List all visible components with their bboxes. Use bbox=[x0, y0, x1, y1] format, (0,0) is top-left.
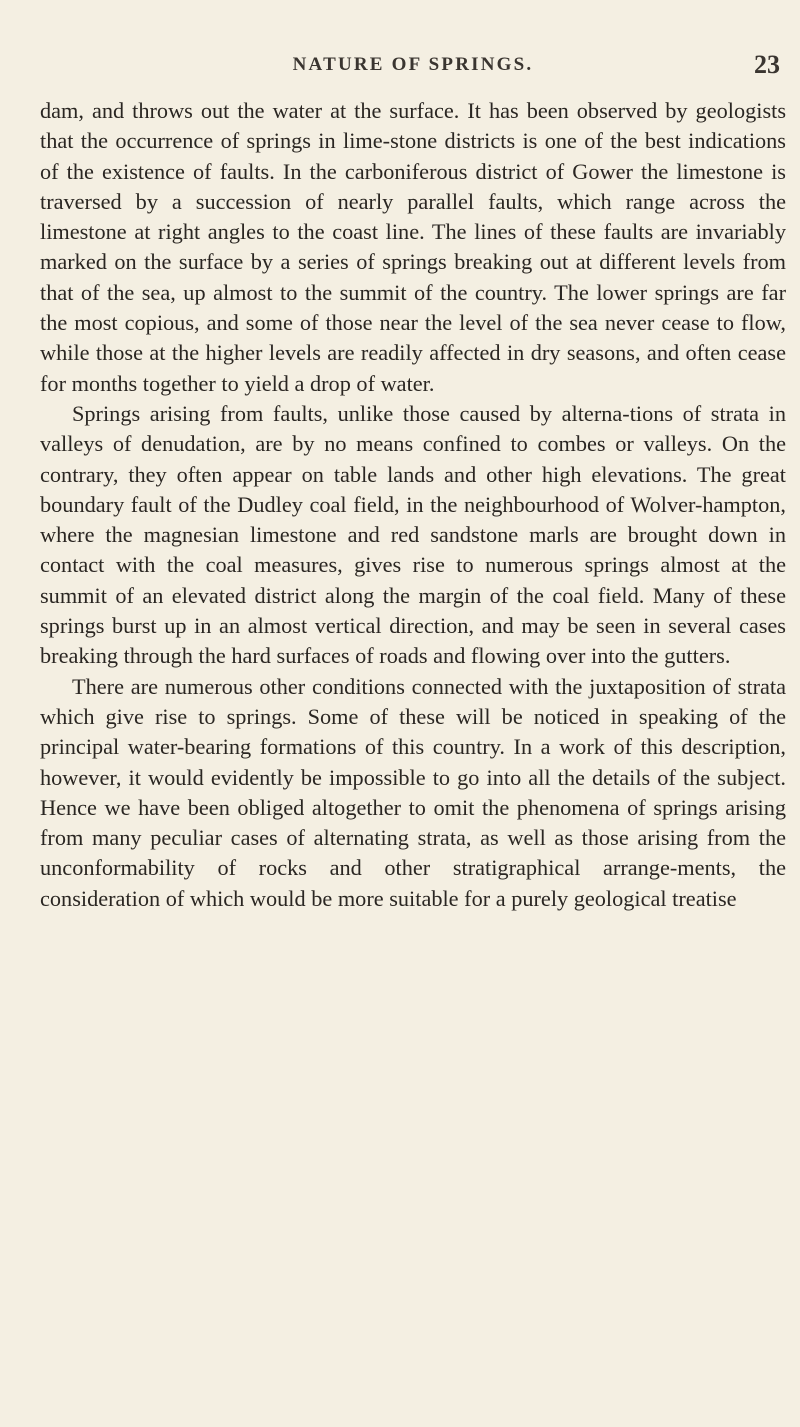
running-title: NATURE OF SPRINGS. bbox=[292, 54, 534, 75]
paragraph-3: There are numerous other conditions connected with the juxtaposition of strata which give rise to springs. Some of these will be noticed in speaking of the principal water-bearing formations of this country. In a work of this description, however, it would evidently be impossible to go into all the details of the subject. Hence we have been obliged altogether to omit the phenomena of springs arising from many peculiar cases of alternating strata, as well as those arising from the unconformability of rocks and other stratigraphical arrange-ments, the consideration of which would be more suitable for a purely geological treatise bbox=[40, 673, 786, 911]
body-text bbox=[40, 96, 786, 914]
page-number: 23 bbox=[754, 50, 780, 79]
paragraph-1: dam, and throws out the water at the surface. It has been observed by geologists that the occurrence of springs in lime-stone districts is one of the best indications of the existence of faults. In the carboniferous district of Gower the limestone is traversed by a succession of nearly parallel faults, which range across the limestone at right angles to the coast line. The lines of these faults are invariably marked on the surface by a series of springs breaking out at different levels from that of the sea, up almost to the summit of the country. The lower springs are far the most copious, and some of those near the level of the sea never cease to flow, while those at the higher levels are readily affected in dry seasons, and often cease for months together to yield a drop of water. bbox=[40, 98, 786, 396]
paragraph-2: Springs arising from faults, unlike those caused by alterna-tions of strata in valleys of denudation, are by no means confined to combes or valleys. On the contrary, they often appear on table lands and other high elevations. The great boundary fault of the Dudley coal field, in the neighbourhood of Wolver-hampton, where the magnesian limestone and red sandstone marls are brought down in contact with the coal measures, gives rise to numerous springs almost at the summit of an elevated district along the margin of the coal field. Many of these springs burst up in an almost vertical direction, and may be seen in several cases breaking through the hard surfaces of roads and flowing over into the gutters. bbox=[40, 400, 786, 669]
running-header bbox=[40, 44, 786, 84]
